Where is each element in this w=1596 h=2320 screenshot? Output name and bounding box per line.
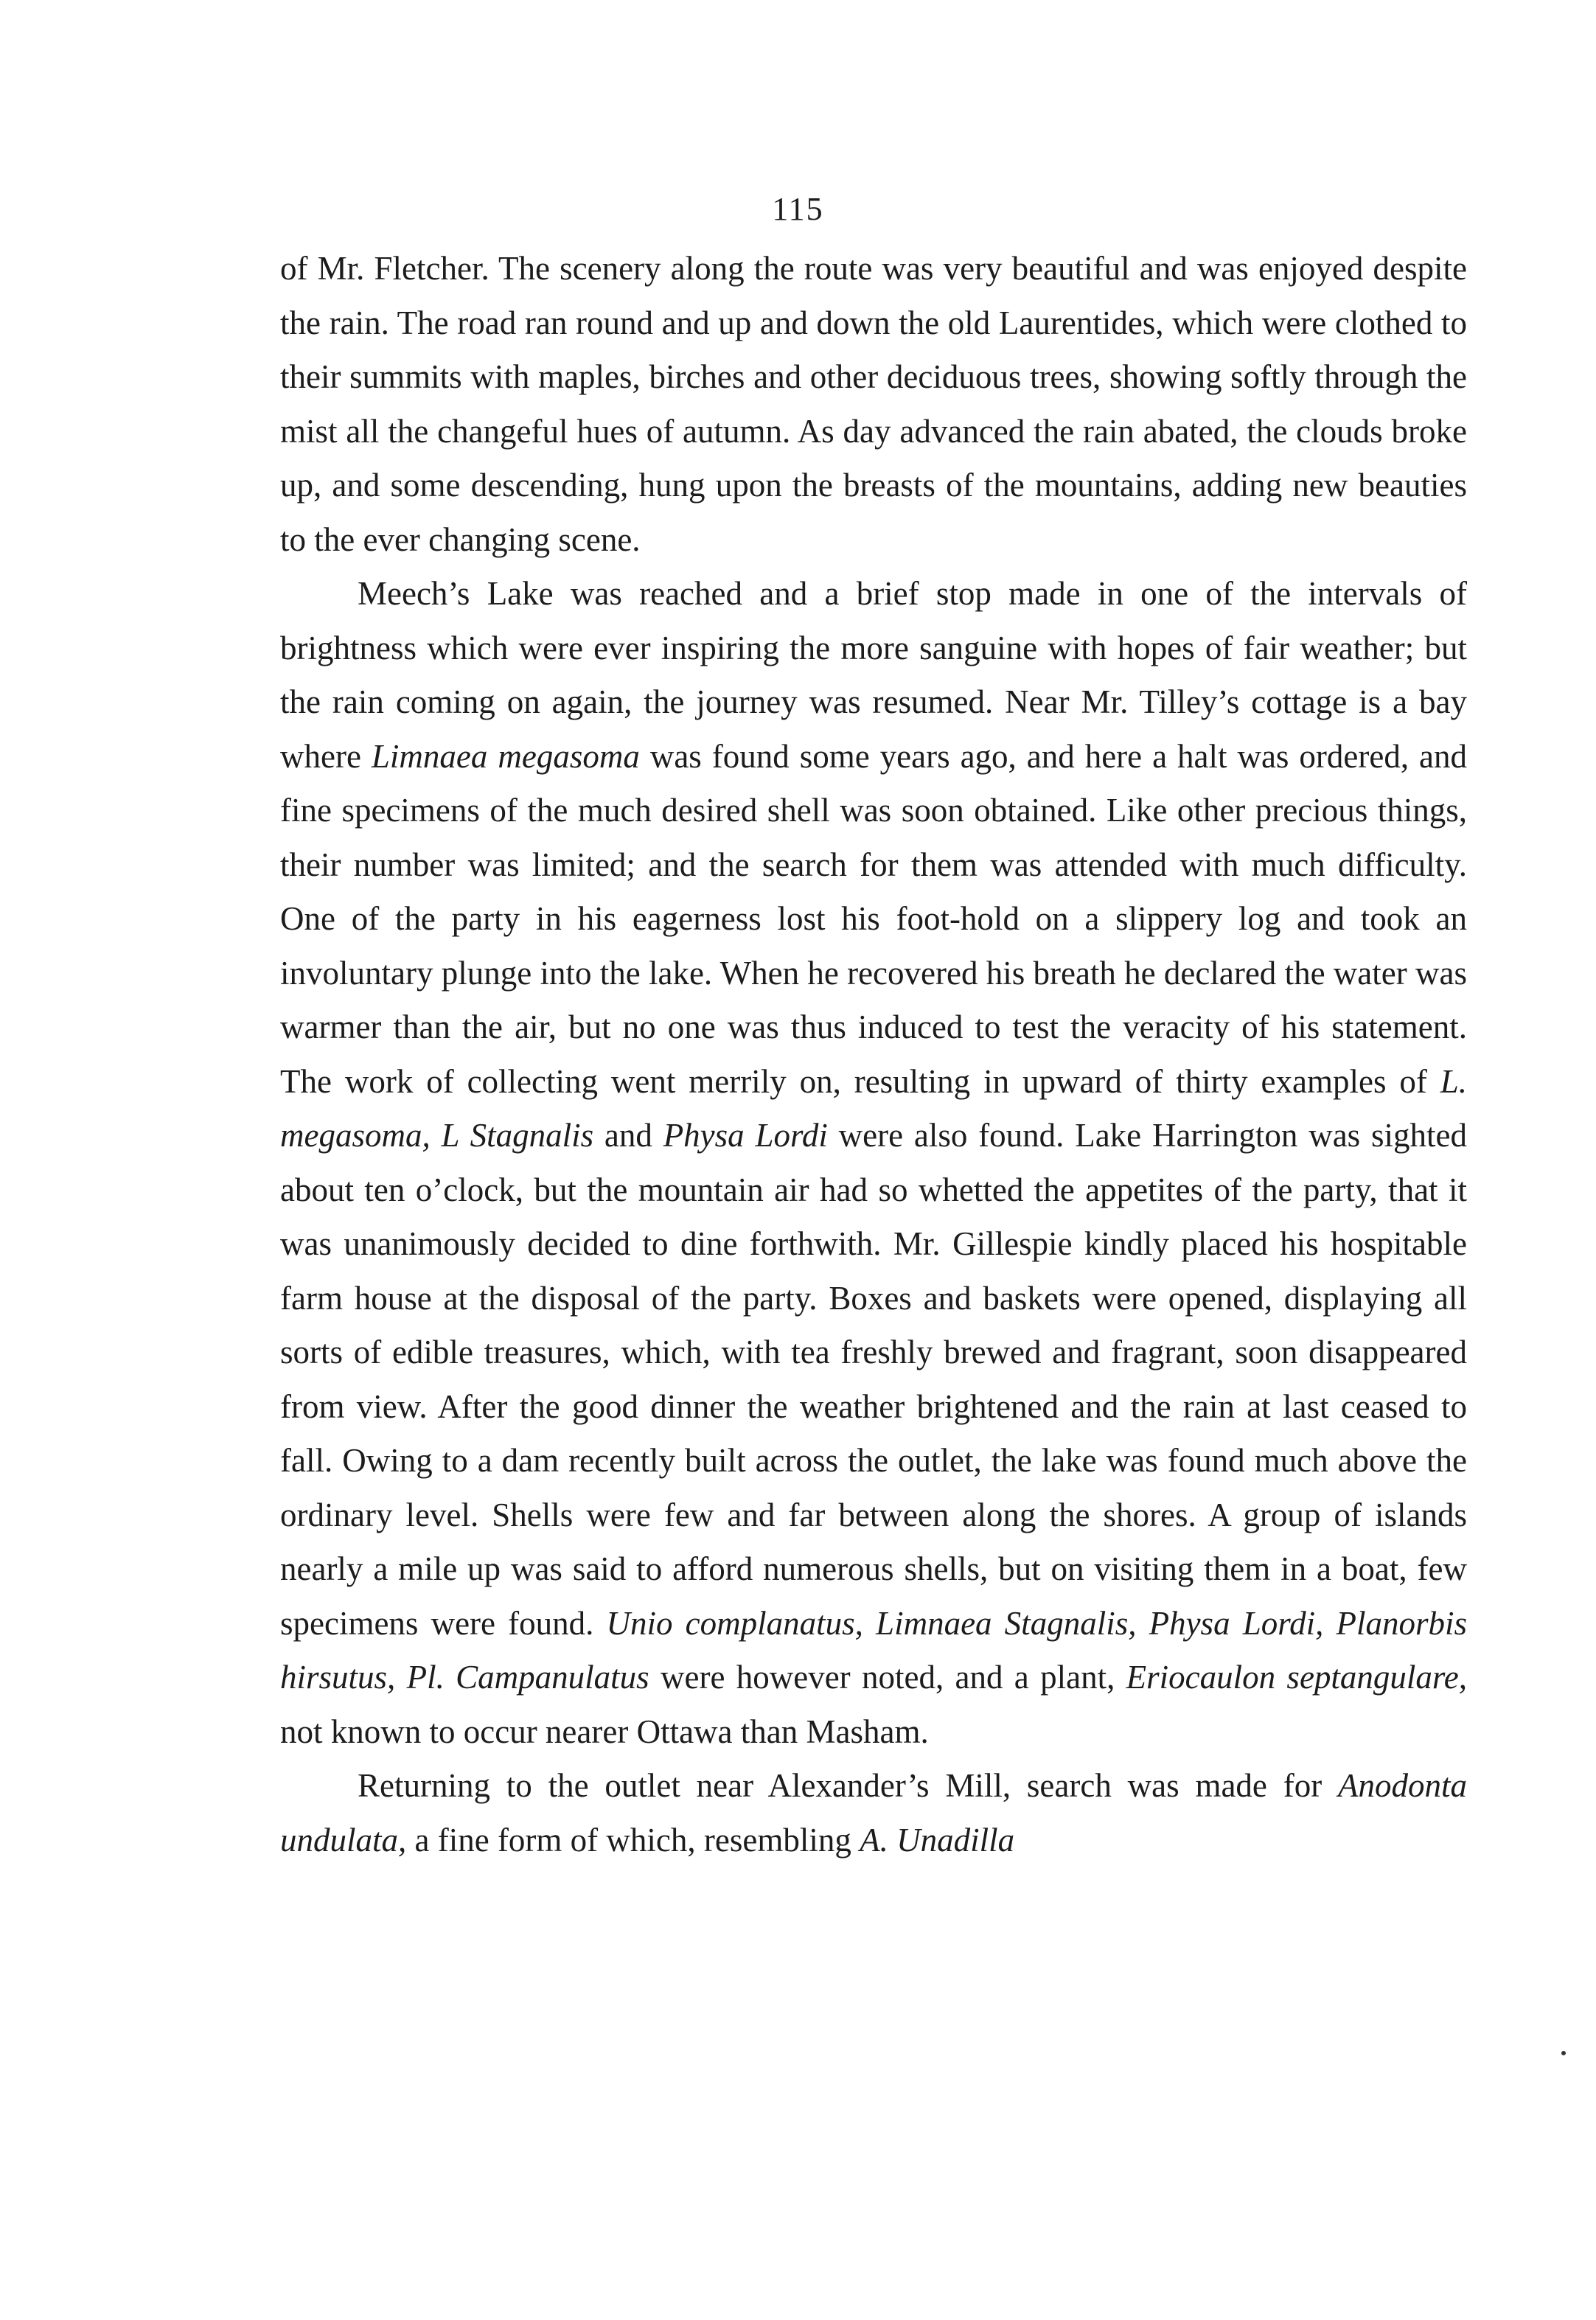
paragraph-1 bbox=[280, 242, 1467, 567]
text-run: Returning to the outlet near Alexander’s Mill, search was made for bbox=[358, 1767, 1338, 1804]
italic-species-name: A. Unadilla bbox=[860, 1821, 1015, 1859]
italic-species-name: Physa Lordi bbox=[663, 1117, 828, 1154]
italic-species-name: Eriocaulon septangulare, bbox=[1126, 1659, 1467, 1696]
paragraph-2 bbox=[280, 567, 1467, 1759]
italic-species-name: Anodonta undulata, bbox=[280, 1767, 1467, 1859]
text-run: and bbox=[593, 1117, 663, 1154]
text-run: of Mr. Fletcher. The scenery along the route was very beautiful and was enjoyed despite the rain. The road ran round and up and down the old Laurentides, which were clothed to their summits with maples, birches and other deciduous trees, showing softly through the mist all the changeful hues of autumn. As day advanced the rain abated, the clouds broke up, and some descending, hung upon the breasts of the mountains, adding new beauties to the ever changing scene. bbox=[280, 250, 1467, 558]
scan-speck bbox=[1561, 2051, 1566, 2055]
italic-species-name: L Stagnalis bbox=[441, 1117, 594, 1154]
italic-species-name: L. megasoma, bbox=[280, 1062, 1467, 1154]
text-run: a fine form of which, resembling bbox=[406, 1821, 860, 1859]
text-run bbox=[431, 1117, 442, 1154]
page-number: 115 bbox=[772, 191, 824, 227]
text-run: was found some years ago, and here a halt was ordered, and fine specimens of the much desired shell was soon obtained. Like other precious things, their number was limited; and the search for them was attended with much difficulty. One of the party in his eagerness lost his foot-hold on a slippery log and took an involuntary plunge into the lake. When he recovered his breath he declared the water was warmer than the air, but no one was thus induced to test the veracity of his statement. The work of collecting went merrily on, resulting in upward of thirty examples of bbox=[280, 737, 1468, 1100]
text-run: were also found. Lake Harrington was sighted about ten o’clock, but the mountain air had so whetted the appetites of the party, that it was unanimously decided to dine forthwith. Mr. Gillespie kindly placed his hospitable farm house at the disposal of the party. Boxes and baskets were opened, displaying all sorts of edible treasures, which, with tea freshly brewed and fragrant, soon disappeared from view. After the good dinner the weather brightened and the rain at last ceased to fall. Owing to a dam recently built across the outlet, the lake was found much above the ordinary level. Shells were few and far between along the shores. A group of islands nearly a mile up was said to afford numerous shells, but on visiting them in a boat, few specimens were found. bbox=[280, 1117, 1467, 1642]
italic-species-name: Unio complanatus, Limnaea Stagnalis, Physa Lordi, Planorbis hirsutus, Pl. Campanulatus bbox=[280, 1604, 1467, 1696]
text-run: were however noted, and a plant, bbox=[649, 1659, 1126, 1696]
text-run: not known to occur nearer Ottawa than Masham. bbox=[280, 1713, 929, 1750]
text-run: Meech’s Lake was reached and a brief stop made in one of the intervals of brightness which were ever inspiring the more sanguine with hopes of fair weather; but the rain coming on again, the journey was resumed. Near Mr. Tilley’s cottage is a bay where bbox=[280, 575, 1467, 775]
paragraph-3 bbox=[280, 1759, 1467, 1867]
body-text bbox=[280, 242, 1467, 1867]
italic-species-name: Limnaea megasoma bbox=[371, 737, 640, 775]
